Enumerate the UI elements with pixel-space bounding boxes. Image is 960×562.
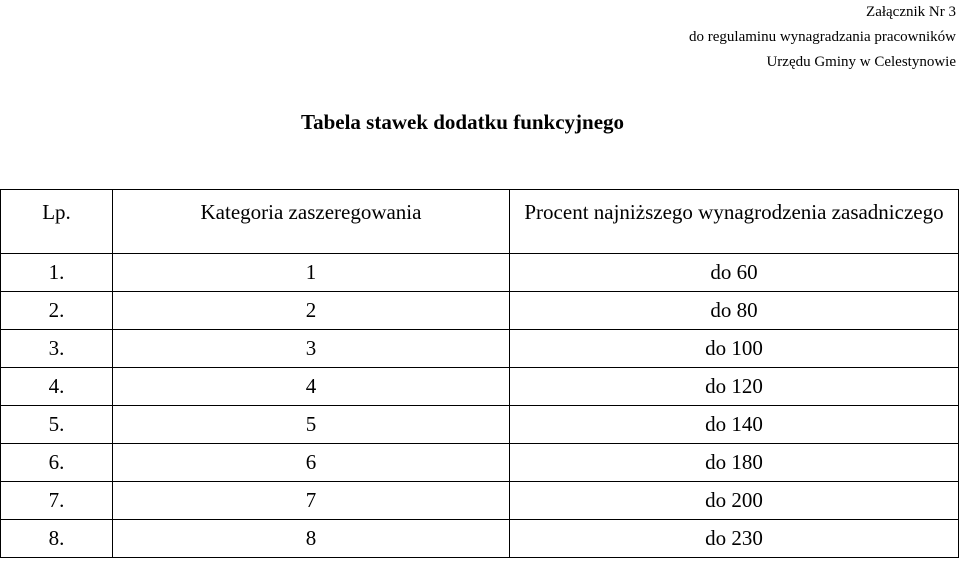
cell-percent: do 140: [510, 406, 959, 444]
cell-category: 6: [113, 444, 510, 482]
cell-lp: 7.: [1, 482, 113, 520]
cell-percent: do 180: [510, 444, 959, 482]
cell-lp: 1.: [1, 254, 113, 292]
cell-category: 2: [113, 292, 510, 330]
cell-lp: 5.: [1, 406, 113, 444]
table-row: [1, 330, 959, 368]
attachment-header: [689, 0, 956, 75]
column-header-lp: Lp.: [1, 190, 113, 254]
table-header-row: [1, 190, 959, 254]
cell-lp: 4.: [1, 368, 113, 406]
table-row: [1, 254, 959, 292]
table-row: [1, 482, 959, 520]
table-row: [1, 444, 959, 482]
cell-category: 5: [113, 406, 510, 444]
cell-lp: 3.: [1, 330, 113, 368]
column-header-percent: Procent najniższego wynagrodzenia zasadniczego: [510, 190, 959, 254]
cell-percent: do 230: [510, 520, 959, 558]
table-row: [1, 406, 959, 444]
attachment-number: Załącznik Nr 3: [866, 4, 956, 20]
table-row: [1, 368, 959, 406]
attachment-regulation: do regulaminu wynagradzania pracowników: [689, 29, 956, 45]
cell-percent: do 120: [510, 368, 959, 406]
cell-lp: 8.: [1, 520, 113, 558]
cell-category: 8: [113, 520, 510, 558]
cell-lp: 6.: [1, 444, 113, 482]
cell-percent: do 80: [510, 292, 959, 330]
cell-percent: do 100: [510, 330, 959, 368]
document-title: Tabela stawek dodatku funkcyjnego: [301, 110, 625, 134]
cell-percent: do 200: [510, 482, 959, 520]
rates-table: [0, 189, 959, 558]
cell-lp: 2.: [1, 292, 113, 330]
table-row: [1, 520, 959, 558]
column-header-category: Kategoria zaszeregowania: [113, 190, 510, 254]
cell-category: 4: [113, 368, 510, 406]
cell-category: 3: [113, 330, 510, 368]
table-row: [1, 292, 959, 330]
attachment-office: Urzędu Gminy w Celestynowie: [766, 54, 956, 70]
cell-percent: do 60: [510, 254, 959, 292]
cell-category: 1: [113, 254, 510, 292]
cell-category: 7: [113, 482, 510, 520]
